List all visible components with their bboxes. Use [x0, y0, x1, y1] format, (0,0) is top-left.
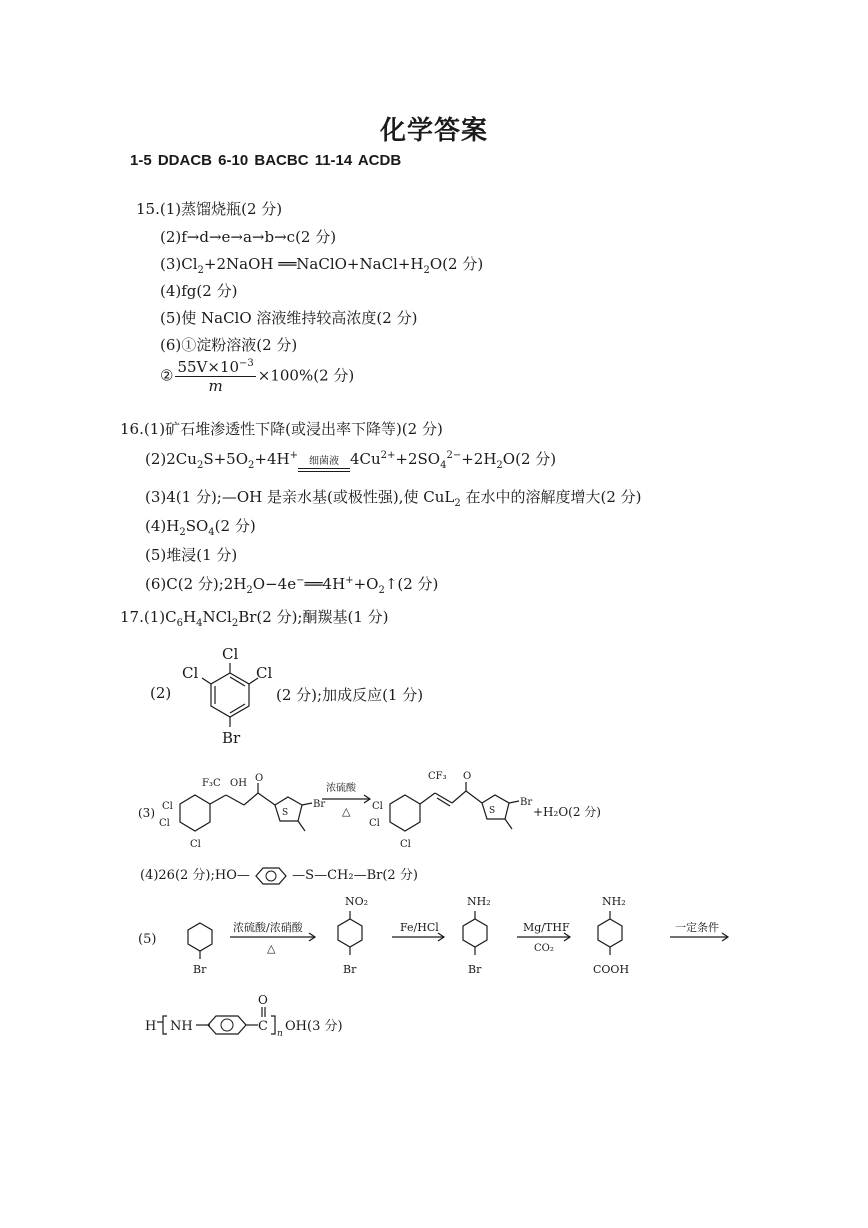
- svg-text:Cl: Cl: [369, 818, 380, 829]
- multiple-choice-answers: 1-5 DDACB 6-10 BACBC 11-14 ACDB: [130, 152, 402, 169]
- svg-text:H: H: [145, 1019, 157, 1034]
- svg-text:Cl: Cl: [159, 818, 170, 829]
- atom-br: Br: [222, 729, 241, 747]
- svg-text:S: S: [282, 808, 289, 818]
- svg-text:△: △: [267, 942, 276, 955]
- svg-text:F₃C: F₃C: [202, 778, 221, 789]
- svg-text:Br: Br: [520, 797, 533, 808]
- q16-line3: (3)4(1 分);—OH 是亲水基(或极性强),使 CuL$_2$ 在水中的溶解度增大(2 分): [145, 488, 642, 509]
- svg-text:NH₂: NH₂: [467, 895, 491, 908]
- q17-2-label: (2): [150, 684, 172, 702]
- atom-cl: Cl: [256, 664, 273, 682]
- fraction: $\frac{55V\times 10^{-3}}{m}$: [177, 358, 254, 395]
- svg-text:浓硫酸/浓硝酸: 浓硫酸/浓硝酸: [233, 921, 303, 934]
- svg-text:C: C: [258, 1019, 268, 1034]
- svg-text:Cl: Cl: [190, 839, 201, 850]
- svg-text:Br: Br: [343, 963, 357, 976]
- svg-text:Cl: Cl: [400, 839, 411, 850]
- q15-line1: 15.(1)蒸馏烧瓶(2 分): [136, 200, 283, 218]
- svg-text:(5): (5): [138, 932, 157, 947]
- svg-text:OH: OH: [230, 778, 247, 789]
- q17-line4: (4)26(2 分);HO— —S—CH₂—Br(2 分): [140, 864, 418, 886]
- svg-text:n: n: [277, 1029, 283, 1039]
- q16-line5: (5)堆浸(1 分): [145, 546, 238, 564]
- q16-line4: $(4)H_2SO_4(2$ 分): [145, 517, 256, 538]
- q15-line3: $(3)Cl_2+2NaOH$ $══NaClO+NaCl+H_2O(2$ 分): [160, 255, 484, 276]
- svg-text:O: O: [255, 773, 264, 784]
- svg-text:Fe/HCl: Fe/HCl: [400, 921, 439, 934]
- svg-text:Br: Br: [313, 799, 326, 810]
- svg-text:O: O: [258, 993, 268, 1007]
- svg-text:Mg/THF: Mg/THF: [523, 921, 570, 934]
- q15-line5: (5)使 NaClO 溶液维持较高浓度(2 分): [160, 309, 418, 327]
- svg-text:NH₂: NH₂: [602, 895, 626, 908]
- svg-text:CO₂: CO₂: [534, 943, 554, 954]
- svg-text:Br: Br: [468, 963, 482, 976]
- svg-text:△: △: [342, 805, 351, 818]
- q15-line4: (4)fg(2 分): [160, 282, 238, 300]
- svg-text:CF₃: CF₃: [428, 771, 447, 782]
- structure-trichlorobromobenzene: [170, 635, 280, 750]
- svg-text:Cl: Cl: [162, 801, 173, 812]
- polymer-product: [140, 990, 380, 1045]
- q16-line2: $(2)2Cu_2S+5O_2+4H^+$ 细菌液 $4Cu^{2+}+2SO_4^{2-}+2H_2O(2$ 分): [145, 450, 557, 471]
- q17-line1: $17.(1)C_6H_4NCl_2Br(2$ 分);酮羰基(1 分): [120, 608, 389, 629]
- svg-text:浓硫酸: 浓硫酸: [326, 783, 356, 794]
- q15-line6: (6)①淀粉溶液(2 分): [160, 336, 298, 354]
- svg-text:OH(3 分): OH(3 分): [285, 1019, 343, 1034]
- svg-text:Cl: Cl: [372, 801, 383, 812]
- q15-line2: (2)f→d→e→a→b→c(2 分): [160, 228, 337, 246]
- svg-text:+H₂O(2 分): +H₂O(2 分): [533, 805, 601, 819]
- svg-text:S: S: [489, 806, 496, 816]
- svg-text:Br: Br: [193, 963, 207, 976]
- page-title: 化学答案: [379, 116, 488, 146]
- reaction-dehydration: [130, 765, 630, 860]
- svg-text:O: O: [463, 771, 472, 782]
- svg-text:COOH: COOH: [593, 963, 630, 976]
- atom-cl: Cl: [222, 645, 239, 663]
- q15-line7: ② $\frac{55V\times 10^{-3}}{m}$ ×100%(2 分): [160, 358, 355, 395]
- synthesis-route: [130, 893, 740, 988]
- q16-line1: 16.(1)矿石堆渗透性下降(或浸出率下降等)(2 分): [120, 420, 443, 438]
- svg-text:NO₂: NO₂: [345, 895, 369, 908]
- benzene-ring-icon: [254, 866, 288, 886]
- svg-text:一定条件: 一定条件: [675, 921, 719, 934]
- atom-cl: Cl: [182, 664, 199, 682]
- svg-text:(3): (3): [138, 806, 155, 820]
- q17-2-tail: (2 分);加成反应(1 分): [276, 686, 424, 704]
- svg-text:NH: NH: [170, 1019, 193, 1034]
- q16-line6: (6)C(2 分)$;2H_2O-4e^-══4H^++O_2↑(2$ 分): [145, 575, 439, 596]
- reaction-arrow: 细菌液: [298, 457, 350, 472]
